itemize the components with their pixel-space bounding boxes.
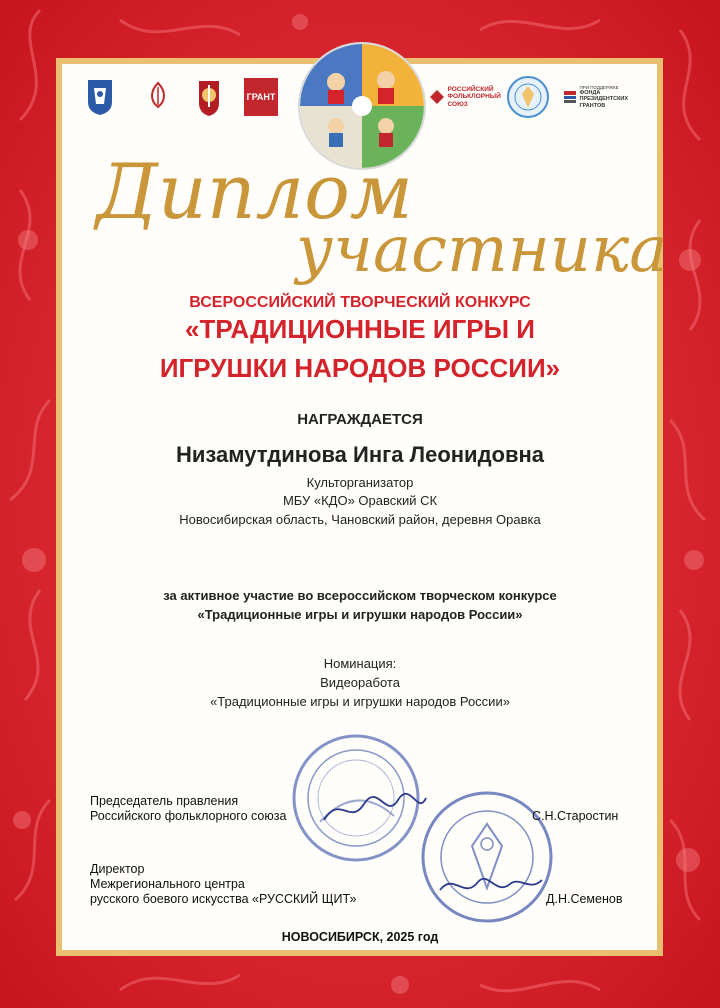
grant-badge-logo [244, 76, 278, 118]
director-name: Д.Н.Семенов [546, 892, 623, 906]
nomination-type: Видеоработа [320, 675, 400, 690]
chair-role [90, 794, 286, 824]
diploma-title-line1: Диплом [96, 147, 413, 236]
diploma-title-line2: участника [296, 213, 668, 287]
folklore-union-text: РОССИЙСКИЙ ФОЛЬКЛОРНЫЙ СОЮЗ [447, 85, 501, 108]
director-role-line1: Директор [90, 862, 145, 876]
contest-name-line1: «ТРАДИЦИОННЫЕ ИГРЫ И [185, 314, 535, 344]
chair-name: С.Н.Старостин [532, 809, 619, 823]
recipient-position: Культорганизатор [306, 475, 414, 490]
region-coat-of-arms-logo [84, 76, 116, 118]
grants-fund-text: ФОНДА ПРЕЗИДЕНТСКИХ ГРАНТОВ [579, 89, 629, 109]
director-signature [436, 866, 546, 906]
chair-signature [320, 790, 430, 830]
warrior-emblem-logo [194, 76, 224, 118]
nomination-label: Номинация: [323, 656, 397, 671]
folklore-union-logo [428, 76, 501, 118]
director-role-line2: Межрегионального центра [90, 877, 245, 891]
award-reason-line2: «Традиционные игры и игрушки народов России» [197, 607, 523, 622]
contest-subtitle: ВСЕРОССИЙСКИЙ ТВОРЧЕСКИЙ КОНКУРС [189, 294, 531, 311]
recipient-name: Низамутдинова Инга Леонидовна [175, 442, 545, 467]
award-reason-line1: за активное участие во всероссийском творческом конкурсе [163, 588, 557, 603]
city-year: НОВОСИБИРСК, 2025 год [281, 930, 439, 944]
recipient-organization: МБУ «КДО» Оравский СК [282, 493, 438, 508]
awarded-label: НАГРАЖДАЕТСЯ [297, 411, 423, 428]
nomination-title: «Традиционные игры и игрушки народов России» [210, 694, 510, 709]
director-role-line3: русского боевого искусства «РУССКИЙ ЩИТ» [90, 892, 357, 906]
director-role [90, 862, 357, 907]
recipient-location: Новосибирская область, Чановский район, деревня Оравка [179, 512, 541, 527]
chair-role-line2: Российского фольклорного союза [90, 809, 287, 823]
russian-shield-seal-logo [506, 76, 550, 118]
presidential-grants-fund-logo [562, 76, 638, 118]
chair-role-line1: Председатель правления [90, 794, 239, 808]
contest-name-line2: ИГРУШКИ НАРОДОВ РОССИИ» [159, 353, 561, 383]
grants-pre-text: ПРИ ПОДДЕРЖКЕ [579, 84, 619, 90]
grant-badge-text: ГРАНТ [244, 78, 278, 116]
ministry-culture-logo [138, 76, 178, 118]
